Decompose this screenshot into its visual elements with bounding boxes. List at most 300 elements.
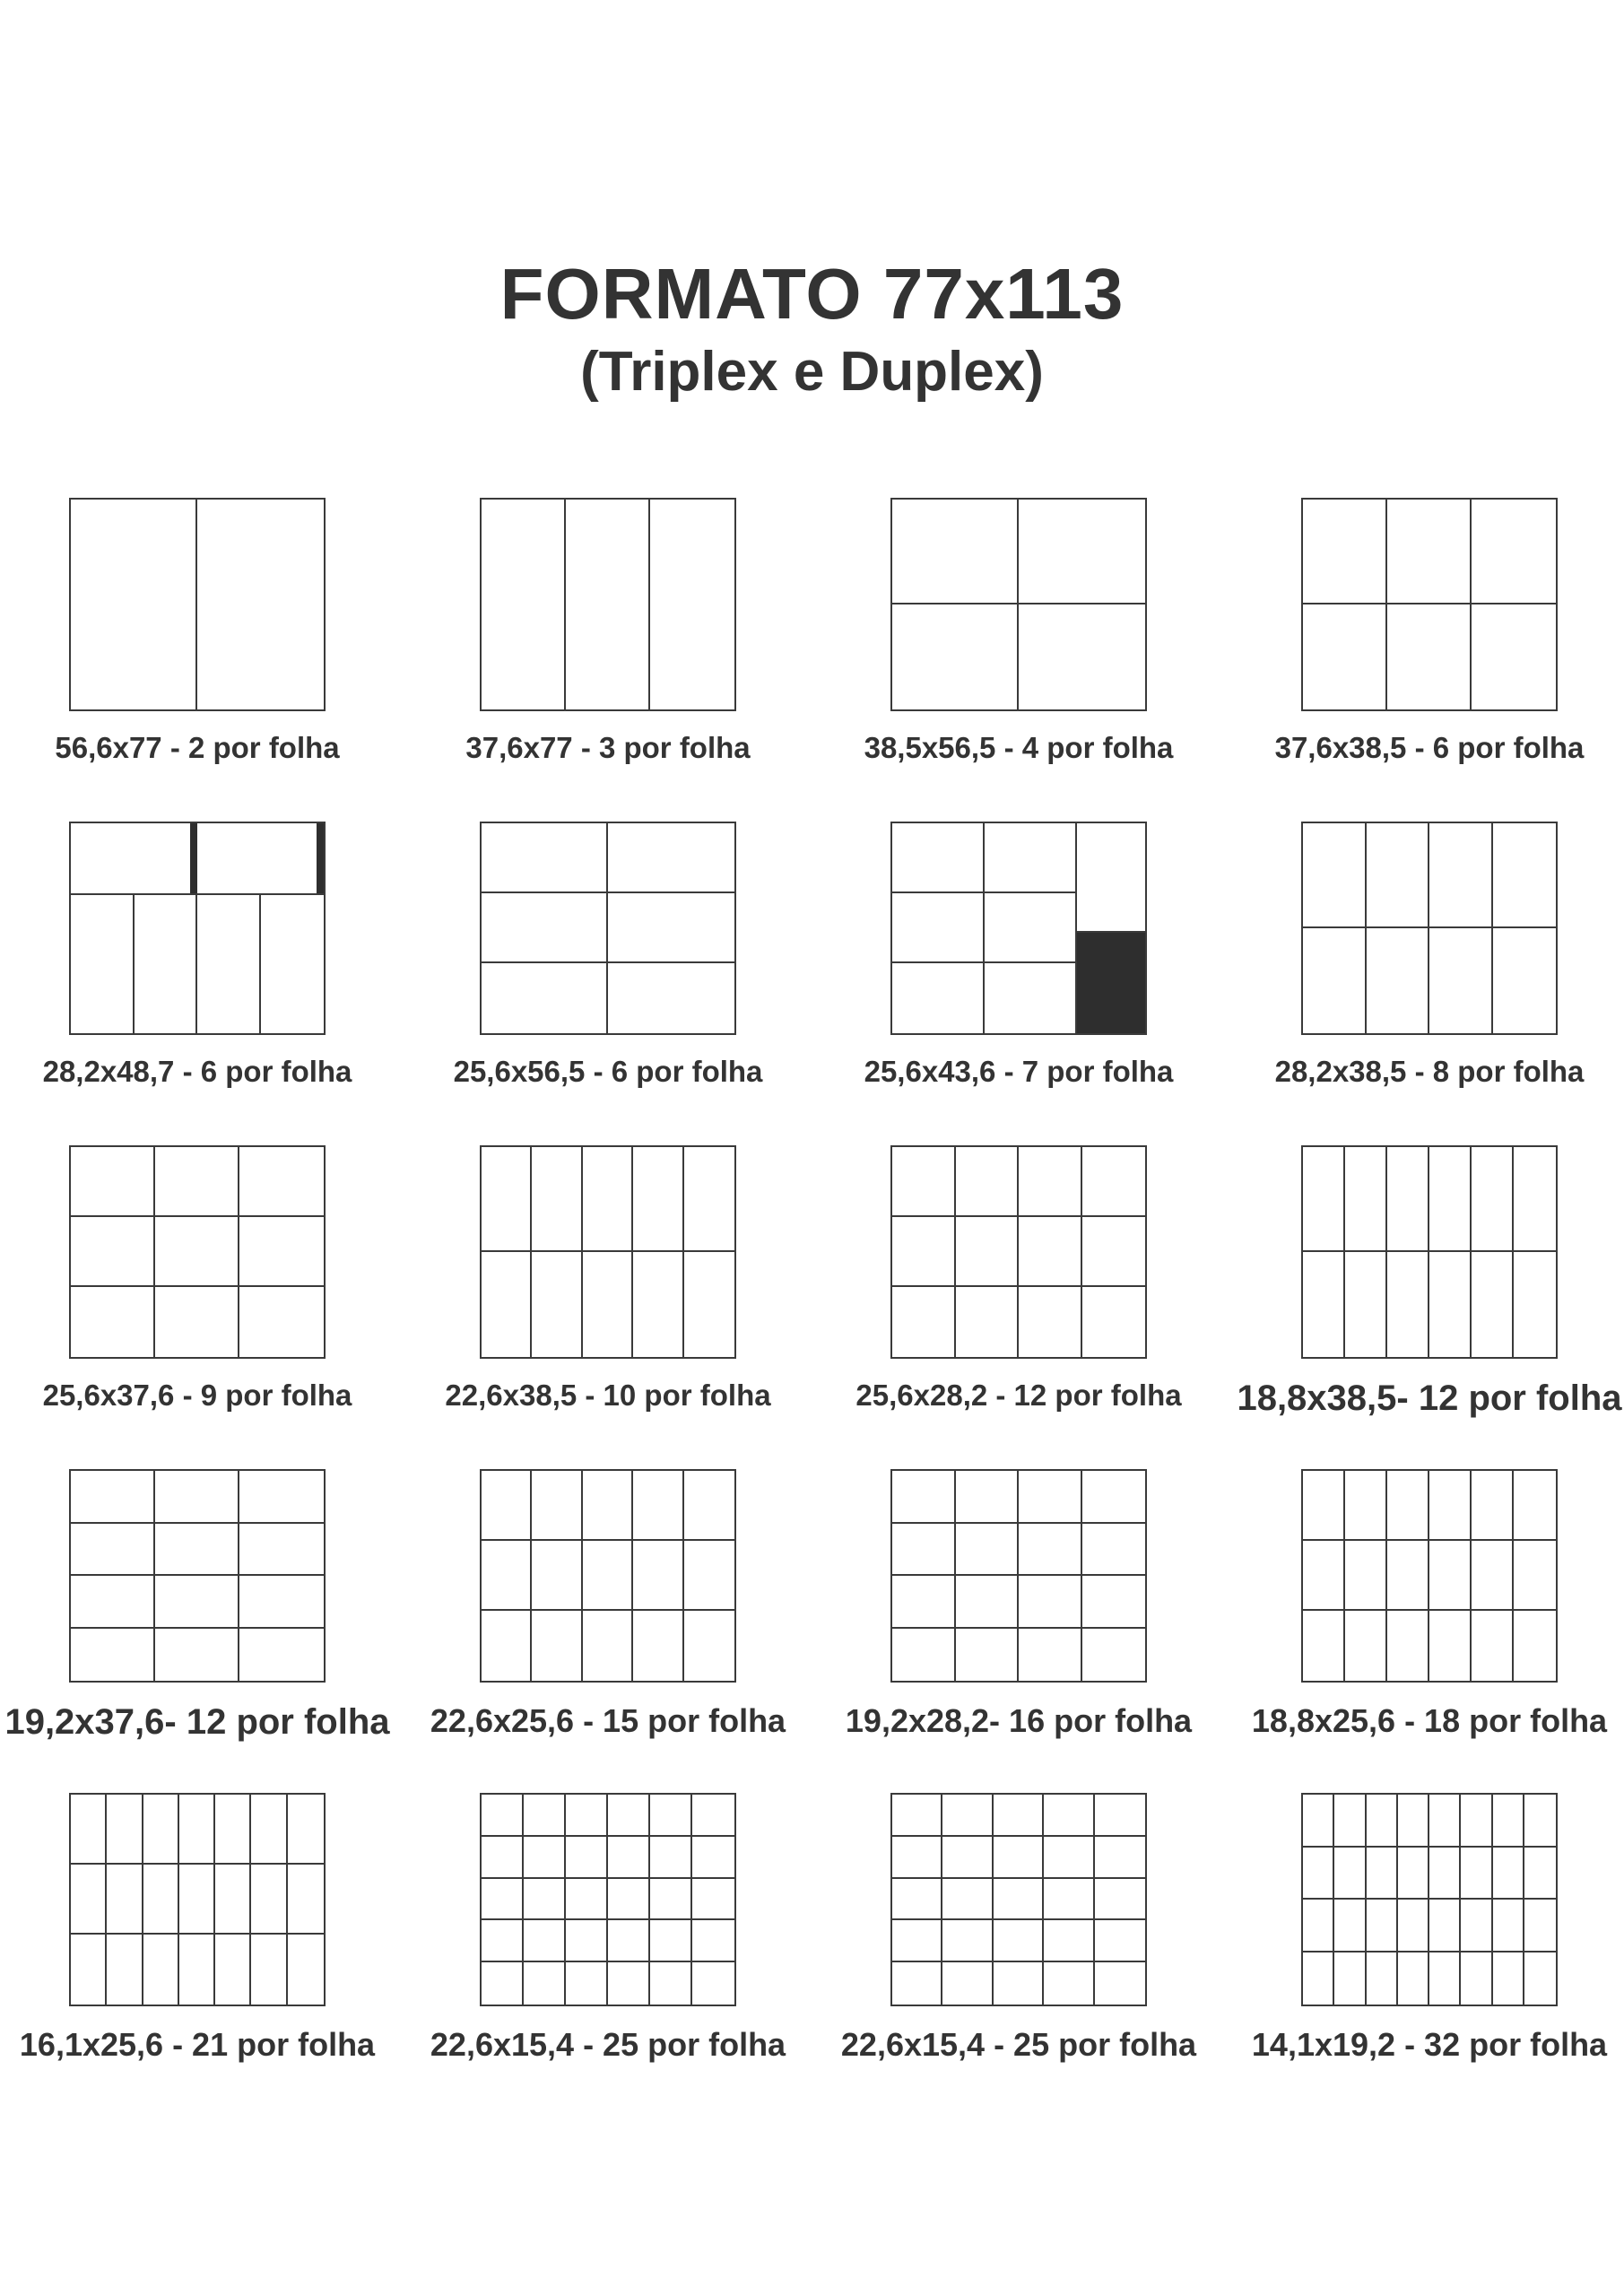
cut-cell [633,1252,683,1357]
cut-cell [1524,1795,1556,1848]
cut-cell [1387,1147,1429,1252]
cut-cell [892,823,983,893]
cut-cell [1019,1217,1082,1287]
cut-cell [1493,1900,1524,1952]
cut-cell [1095,1837,1145,1879]
cut-cell [892,1629,956,1682]
cut-layout-box [69,1145,326,1359]
cut-cell [566,1920,608,1962]
cut-cell [1019,604,1145,709]
cut-cell [1429,1900,1461,1952]
cut-cell [684,1471,734,1541]
cut-cell [532,1541,582,1611]
format-label: 25,6x37,6 - 9 por folha [42,1378,352,1412]
cut-cell [583,1252,633,1357]
format-label: 37,6x38,5 - 6 por folha [1274,731,1585,764]
cut-cell [892,1287,956,1357]
format-diagram-13 [4,1469,390,1744]
cut-cell [1019,1524,1082,1577]
cut-cell [107,1935,143,2005]
cut-cell [566,1879,608,1921]
cut-cell [143,1865,179,1935]
cut-cell [1082,1629,1146,1682]
cut-cell [692,1920,734,1962]
cut-cell [942,1920,993,1962]
cut-cell [1303,500,1387,604]
cut-cell [1082,1147,1146,1217]
cut-cell [892,1962,942,2005]
cut-cell [1367,1848,1398,1900]
cut-column [892,823,985,1033]
cut-cell [482,1795,524,1837]
format-diagram-9 [42,1145,352,1421]
cut-cell [1303,823,1367,928]
cut-cell [892,1217,956,1287]
format-label: 37,6x77 - 3 por folha [465,731,751,764]
cut-cell [1429,1147,1472,1252]
cut-cell [1387,1252,1429,1357]
cut-cell [1514,1471,1556,1541]
cut-cell [566,1962,608,2005]
cut-layout-box [890,498,1147,711]
cut-layout-box [1301,1469,1558,1683]
cut-layout-box [480,1793,736,2006]
cut-cell [956,1471,1020,1524]
cut-cell [71,1795,107,1865]
cut-cell [1524,1848,1556,1900]
cut-cell [1367,1795,1398,1848]
cut-cell [482,1879,524,1921]
cut-cell [1472,500,1556,604]
cut-cell [956,1217,1020,1287]
waste-strip [190,823,197,893]
format-diagram-4 [1274,498,1585,773]
cut-cell [1303,1541,1345,1611]
cut-cell [1472,604,1556,709]
cut-cell [524,1920,566,1962]
cut-cell [1334,1795,1366,1848]
cut-cell [1514,1611,1556,1681]
cut-cell [155,1217,239,1287]
cut-layout-box [480,822,736,1035]
cut-cell [107,1865,143,1935]
cut-cell [155,1287,239,1357]
cut-cell [482,823,608,893]
cut-cell [608,963,734,1033]
cut-cell [985,823,1075,893]
cut-cell [1398,1900,1429,1952]
cut-cell [892,1879,942,1921]
cut-cell [288,1795,324,1865]
cut-cell [1019,1629,1082,1682]
format-label: 28,2x38,5 - 8 por folha [1274,1055,1585,1088]
format-label: 19,2x28,2- 16 por folha [845,1702,1193,1739]
cut-cell [650,1962,692,2005]
cut-layout-box [890,822,1147,1035]
cut-cell [608,1795,650,1837]
cut-layout-box [1301,1145,1558,1359]
cut-cell [650,1879,692,1921]
cut-cell [892,1837,942,1879]
cut-cell [994,1837,1044,1879]
cut-cell [155,1147,239,1217]
cut-cell [71,1147,155,1217]
cut-cell [482,963,608,1033]
cut-cell [1461,1795,1492,1848]
cut-cell [1367,823,1430,928]
cut-cell [566,1795,608,1837]
cut-cell [633,1611,683,1681]
cut-cell [197,895,261,1033]
cut-cell [1514,1147,1556,1252]
cut-cell [1345,1541,1387,1611]
cut-layout-box [1301,1793,1558,2006]
cut-cell [566,500,650,709]
cut-cell [1493,823,1557,928]
cut-cell [692,1962,734,2005]
cut-cell [985,963,1075,1033]
format-label: 22,6x15,4 - 25 por folha [430,2026,786,2063]
cut-cell [892,1524,956,1577]
cut-cell [1334,1952,1366,2005]
cut-cell [239,1524,324,1577]
cut-cell [71,1217,155,1287]
cut-cell [1303,1795,1334,1848]
cut-cell [1387,500,1472,604]
format-label: 22,6x25,6 - 15 por folha [430,1702,786,1739]
format-label: 38,5x56,5 - 4 por folha [864,731,1174,764]
cut-cell [1493,928,1557,1033]
cut-cell [1019,1287,1082,1357]
cut-cell [1472,1541,1514,1611]
cut-cell [482,1611,532,1681]
cut-cell [1345,1252,1387,1357]
cut-cell [892,1576,956,1629]
cut-cell [1387,604,1472,709]
cut-cell [482,1471,532,1541]
format-diagram-1 [55,498,340,773]
cut-cell [1019,1471,1082,1524]
cut-cell [524,1837,566,1879]
cut-cell [608,1920,650,1962]
format-diagram-19 [840,1793,1197,2068]
cut-cell [135,895,198,1033]
cut-cell [684,1541,734,1611]
format-diagram-3 [864,498,1174,773]
format-label: 25,6x43,6 - 7 por folha [864,1055,1174,1088]
cut-cell [608,1962,650,2005]
cut-cell [692,1879,734,1921]
cut-cell [1429,1252,1472,1357]
cut-cell [1493,1795,1524,1848]
cut-cell [942,1795,993,1837]
cut-cell [1044,1920,1094,1962]
cut-cell [1524,1900,1556,1952]
right-column [1077,823,1145,1033]
cut-cell [956,1287,1020,1357]
cut-cell [1345,1471,1387,1541]
cut-cell [1472,1147,1514,1252]
cut-cell [524,1962,566,2005]
cut-cell [1019,500,1145,604]
cut-cell [215,1865,251,1935]
cut-cell [1429,1541,1472,1611]
cut-cell [71,823,190,893]
cut-cell [532,1252,582,1357]
cut-cell [1303,1848,1334,1900]
cut-cell [143,1935,179,2005]
format-diagram-17 [19,1793,376,2068]
cut-cell [1429,1795,1461,1848]
cut-cell [1044,1879,1094,1921]
cut-cell [215,1935,251,2005]
cut-cell [994,1879,1044,1921]
cut-cell [1077,823,1145,933]
format-label: 16,1x25,6 - 21 por folha [19,2026,376,2063]
cut-cell [994,1962,1044,2005]
cut-cell [956,1524,1020,1577]
cut-cell [239,1576,324,1629]
cut-cell [608,823,734,893]
cut-cell [942,1879,993,1921]
cut-cell [1429,1952,1461,2005]
format-label: 18,8x38,5- 12 por folha [1237,1378,1622,1418]
format-diagram-16 [1251,1469,1608,1744]
cut-cell [608,1837,650,1879]
cut-layout-box [890,1793,1147,2006]
cut-cell [239,1147,324,1217]
cut-cell [155,1629,239,1682]
format-diagram-18 [430,1793,786,2068]
cut-cell [179,1795,215,1865]
cut-cell [482,1147,532,1252]
cut-cell [1514,1541,1556,1611]
format-label: 19,2x37,6- 12 por folha [4,1702,390,1742]
cut-cell [1514,1252,1556,1357]
cut-cell [608,1879,650,1921]
format-label: 25,6x56,5 - 6 por folha [453,1055,763,1088]
cut-cell [650,1837,692,1879]
cut-cell [1387,1611,1429,1681]
cut-cell [1429,1611,1472,1681]
cut-cell [942,1962,993,2005]
cut-cell [179,1935,215,2005]
cut-cell [239,1471,324,1524]
cut-column [985,823,1077,1033]
format-diagram-20 [1251,1793,1608,2068]
cut-cell [71,1524,155,1577]
cut-cell [684,1252,734,1357]
cut-cell [892,963,983,1033]
cut-cell [1429,1848,1461,1900]
cut-cell [566,1837,608,1879]
format-label: 14,1x19,2 - 32 por folha [1251,2026,1608,2063]
format-diagrams-grid [4,498,1622,2068]
format-diagram-15 [845,1469,1193,1744]
cut-layout-box [69,1793,326,2006]
cut-cell [143,1795,179,1865]
cut-cell [71,1865,107,1935]
cut-cell [1334,1900,1366,1952]
cut-cell [482,1837,524,1879]
cut-cell [71,1629,155,1682]
cut-cell [71,895,135,1033]
cut-cell [1429,1471,1472,1541]
cut-cell [1493,1848,1524,1900]
cut-cell [1493,1952,1524,2005]
cut-cell [1303,1252,1345,1357]
cut-cell [1082,1217,1146,1287]
cut-layout-box [480,498,736,711]
cut-cell [1095,1962,1145,2005]
format-diagram-6 [453,822,763,1097]
cut-cell [650,1920,692,1962]
cut-cell [583,1611,633,1681]
cut-cell [1345,1147,1387,1252]
page-subtitle: (Triplex e Duplex) [580,341,1044,403]
cut-cell [1367,1900,1398,1952]
cut-cell [1303,604,1387,709]
cut-cell [251,1795,287,1865]
cut-cell [692,1837,734,1879]
cut-cell [1082,1524,1146,1577]
cut-cell [1461,1952,1492,2005]
cut-layout-box [69,498,326,711]
cut-cell [650,500,734,709]
cut-cell [251,1935,287,2005]
cut-cell [1461,1900,1492,1952]
cut-cell [1334,1848,1366,1900]
cut-cell [482,1541,532,1611]
top-band [71,823,324,895]
cut-cell [1044,1962,1094,2005]
format-diagram-11 [855,1145,1182,1421]
cut-cell [1524,1952,1556,2005]
cut-cell [633,1471,683,1541]
format-label: 56,6x77 - 2 por folha [55,731,340,764]
format-label: 25,6x28,2 - 12 por folha [855,1378,1182,1412]
cut-cell [1082,1287,1146,1357]
page-title: FORMATO 77x113 [499,254,1125,334]
cut-cell [1095,1879,1145,1921]
cut-cell [532,1611,582,1681]
cut-layout-box [480,1469,736,1683]
cut-cell [994,1920,1044,1962]
cut-cell [1387,1471,1429,1541]
cut-cell [583,1541,633,1611]
cut-cell [1367,928,1430,1033]
cut-cell [524,1879,566,1921]
cut-cell [71,1935,107,2005]
cut-cell [892,604,1019,709]
cut-cell [956,1576,1020,1629]
cut-cell [251,1865,287,1935]
cut-cell [71,1471,155,1524]
format-label: 22,6x15,4 - 25 por folha [840,2026,1197,2063]
cut-cell [1095,1795,1145,1837]
cut-cell [1387,1541,1429,1611]
bottom-band [71,895,324,1033]
cut-cell [482,1920,524,1962]
cut-cell [1082,1471,1146,1524]
cut-cell [107,1795,143,1865]
cut-cell [71,1287,155,1357]
cut-cell [1429,823,1493,928]
cut-cell [1472,1252,1514,1357]
cut-layout-box [69,822,326,1035]
format-diagram-14 [430,1469,786,1744]
cut-cell [650,1795,692,1837]
cut-cell [1303,1952,1334,2005]
cut-cell [482,500,566,709]
cut-cell [215,1795,251,1865]
cut-cell [1472,1611,1514,1681]
cut-cell [684,1611,734,1681]
waste-cell [1077,933,1145,1033]
cut-cell [1398,1795,1429,1848]
cut-cell [1472,1471,1514,1541]
cut-cell [1082,1576,1146,1629]
waste-strip [317,823,324,893]
cut-cell [892,1147,956,1217]
cut-cell [1303,1471,1345,1541]
cut-cell [1303,928,1367,1033]
cut-cell [1398,1952,1429,2005]
cut-cell [261,895,325,1033]
cut-cell [1044,1795,1094,1837]
cut-cell [892,1795,942,1837]
cut-cell [155,1524,239,1577]
format-diagram-10 [445,1145,771,1421]
cut-cell [239,1287,324,1357]
cut-cell [71,1576,155,1629]
cut-cell [892,1920,942,1962]
cut-cell [71,500,197,709]
cut-cell [239,1217,324,1287]
cut-cell [892,893,983,963]
cut-layout-box [480,1145,736,1359]
cut-cell [532,1471,582,1541]
format-diagram-2 [465,498,751,773]
cut-cell [179,1865,215,1935]
cut-cell [956,1629,1020,1682]
cut-cell [633,1541,683,1611]
cut-cell [1019,1147,1082,1217]
cut-cell [482,1962,524,2005]
cut-cell [994,1795,1044,1837]
cut-layout-box [1301,822,1558,1035]
cut-cell [288,1935,324,2005]
format-diagram-12 [1237,1145,1622,1421]
cut-layout-box [69,1469,326,1683]
cut-cell [692,1795,734,1837]
cut-cell [956,1147,1020,1217]
cut-cell [583,1471,633,1541]
cut-cell [1398,1848,1429,1900]
cut-cell [985,893,1075,963]
cut-cell [633,1147,683,1252]
cut-cell [1303,1900,1334,1952]
cut-cell [155,1471,239,1524]
cut-layout-box [1301,498,1558,711]
cut-cell [1095,1920,1145,1962]
cut-cell [684,1147,734,1252]
format-diagram-7 [864,822,1174,1097]
cut-cell [197,823,317,893]
cut-cell [239,1629,324,1682]
format-label: 28,2x48,7 - 6 por folha [42,1055,352,1088]
format-label: 22,6x38,5 - 10 por folha [445,1378,771,1412]
